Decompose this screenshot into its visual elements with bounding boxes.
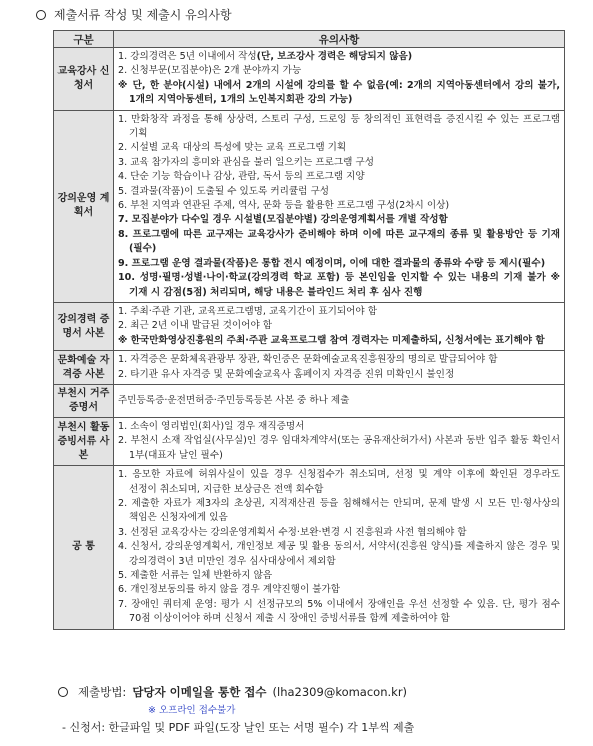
note-line: 4. 단순 기능 학습이나 감상, 관람, 독서 등의 프로그램 지양 (118, 171, 365, 183)
submission-method (58, 684, 407, 700)
note-line: 1. 주최·주관 기관, 교육프로그램명, 교육기간이 표기되어야 함 (118, 305, 378, 317)
table-row (54, 110, 565, 302)
offline-note: ※ 오프라인 접수불가 (148, 705, 236, 716)
note-line-emphasis: (단, 보조강사 경력은 해당되지 않음) (256, 51, 413, 62)
note-line: 2. 제출한 자료가 제3자의 초상권, 지적재산권 등을 침해해서는 안되며, 문제 발생 시 모든 민·형사상의 책임은 신청자에게 있음 (118, 497, 560, 524)
row-category: 부천시 거주 증명서 (54, 384, 114, 417)
submission-email: (lha2309@komacon.kr) (272, 685, 408, 699)
submission-documents: - 신청서: 한글파일 및 PDF 파일(도장 날인 또는 서명 필수) 각 1부씩 제출 (62, 721, 415, 734)
row-notes (114, 351, 565, 385)
submission-method-label: 제출방법: (78, 685, 127, 699)
row-category: 문화예술 자격증 사본 (54, 351, 114, 385)
row-notes (114, 302, 565, 350)
row-category: 강의운영 계획서 (54, 110, 114, 302)
note-line: 2. 시설별 교육 대상의 특성에 맞는 교육 프로그램 기획 (118, 142, 347, 154)
note-line: 3. 선정된 교육강사는 강의운영계획서 수정·보완·변경 시 진흥원과 사전 협의해야 함 (118, 526, 467, 538)
row-category: 강의경력 증명서 사본 (54, 302, 114, 350)
row-category: 공 통 (54, 466, 114, 629)
table-header-row (54, 31, 565, 48)
section-title (36, 6, 232, 23)
row-notes (114, 110, 565, 302)
note-line: 2. 신청부문(모집분야)은 2개 분야까지 가능 (118, 65, 302, 77)
submission-method-value: 담당자 이메일을 통한 접수 (132, 685, 267, 699)
note-line-emphasis: 7. 모집분야가 다수일 경우 시설별(모집분야별) 강의운영계획서를 개별 작성함 (118, 214, 448, 226)
circle-bullet-icon (36, 10, 46, 20)
table-row (54, 384, 565, 417)
note-line: 1. 응모한 자료에 허위사실이 있을 경우 신청접수가 취소되며, 선정 및 계약 이후에 확인된 경우라도 선정이 취소되며, 지급한 보상금은 전액 회수함 (118, 469, 560, 495)
note-line: 1. 자격증은 문화체육관광부 장관, 확인증은 문화예술교육진흥원장의 명의로 발급되어야 함 (118, 354, 498, 366)
note-line-emphasis: 9. 프로그램 운영 결과물(작품)은 통합 전시 예정이며, 이에 대한 결과물의 종류와 수량 등 제시(필수) (118, 257, 546, 269)
table-body (54, 48, 565, 630)
row-category: 교육강사 신청서 (54, 48, 114, 111)
note-line: 2. 최근 2년 이내 발급된 것이어야 함 (118, 320, 273, 332)
row-notes (114, 384, 565, 417)
note-line-emphasis: 10. 성명·필명·성별·나이·학교(강의경력 학교 포함) 등 본인임을 인지할 수 있는 내용의 기재 불가 ※ 기재 시 감점(5점) 처리되며, 해당 내용은 블라인드 처리 후 심사 진행 (118, 272, 560, 298)
note-line: 7. 장애인 쿼터제 운영: 평가 시 선정규모의 5% 이내에서 장애인을 우선 선정할 수 있음. 단, 평가 점수 70점 이상이어야 하며 신청서 제출 시 장애인 증빙서류를 함께 제출하여야 함 (118, 598, 560, 625)
note-line: 5. 결과물(작품)이 도출될 수 있도록 커리큘럼 구성 (118, 185, 330, 197)
note-line: 2. 타기관 유사 자격증 및 문화예술교육사 홈페이지 자격증 진위 미확인시 불인정 (118, 368, 455, 380)
row-notes (114, 48, 565, 111)
note-line-emphasis: 8. 프로그램에 따른 교구재는 교육강사가 준비해야 하며 이에 따른 교구재의 종류 및 활용방안 등 기재(필수) (118, 228, 560, 255)
note-line: 2. 부천시 소재 작업실(사무실)인 경우 임대차계약서(또는 공유재산허가서) 사본과 동반 입주 활동 확인서 1부(대표자 날인 필수) (118, 435, 560, 461)
circle-bullet-icon (58, 687, 68, 697)
note-line: 6. 개인정보동의를 하지 않을 경우 계약진행이 불가함 (118, 584, 341, 596)
note-line: 1. 소속이 영리법인(회사)일 경우 재직증명서 (118, 420, 305, 432)
note-line: 주민등록증·운전면허증·주민등록등본 사본 중 하나 제출 (118, 394, 350, 406)
table-row (54, 417, 565, 465)
table-row (54, 466, 565, 629)
note-line (118, 50, 560, 64)
header-category: 구분 (54, 31, 114, 48)
header-notes: 유의사항 (114, 31, 565, 48)
note-line: 4. 신청서, 강의운영계획서, 개인정보 제공 및 활용 동의서, 서약서(진흥원 양식)를 제출하지 않은 경우 및 강의경력이 3년 미만인 경우 심사대상에서 제외함 (118, 541, 560, 567)
row-notes (114, 417, 565, 465)
requirements-table (53, 30, 565, 630)
row-category: 부천시 활동 증빙서류 사본 (54, 417, 114, 465)
table-row (54, 48, 565, 111)
note-line: 6. 부천 지역과 연관된 주제, 역사, 문화 등을 활용한 프로그램 구성(2차시 이상) (118, 200, 450, 212)
note-line: 3. 교육 참가자의 흥미와 관심을 불러 일으키는 프로그램 구성 (118, 156, 374, 168)
note-line-text: 1. 강의경력은 5년 이내에서 작성 (118, 51, 257, 62)
table-row (54, 351, 565, 385)
note-line-emphasis: ※ 한국만화영상진흥원의 주최·주관 교육프로그램 참여 경력자는 미제출하되, 신청서에는 표기해야 함 (118, 334, 545, 346)
note-line: 1. 만화창작 과정을 통해 상상력, 스토리 구성, 드로잉 등 창의적인 표현력을 증진시킬 수 있는 프로그램 기획 (118, 113, 560, 140)
note-line: 5. 제출한 서류는 일체 반환하지 않음 (118, 570, 273, 581)
row-notes (114, 466, 565, 629)
note-line-emphasis: ※ 단, 한 분야(시설) 내에서 2개의 시설에 강의를 할 수 없음(예: 2개의 지역아동센터에서 강의 불가, 1개의 지역아동센터, 1개의 노인복지회관 강의 가능) (118, 79, 560, 106)
table-row (54, 302, 565, 350)
section-title-text: 제출서류 작성 및 제출시 유의사항 (54, 8, 232, 22)
